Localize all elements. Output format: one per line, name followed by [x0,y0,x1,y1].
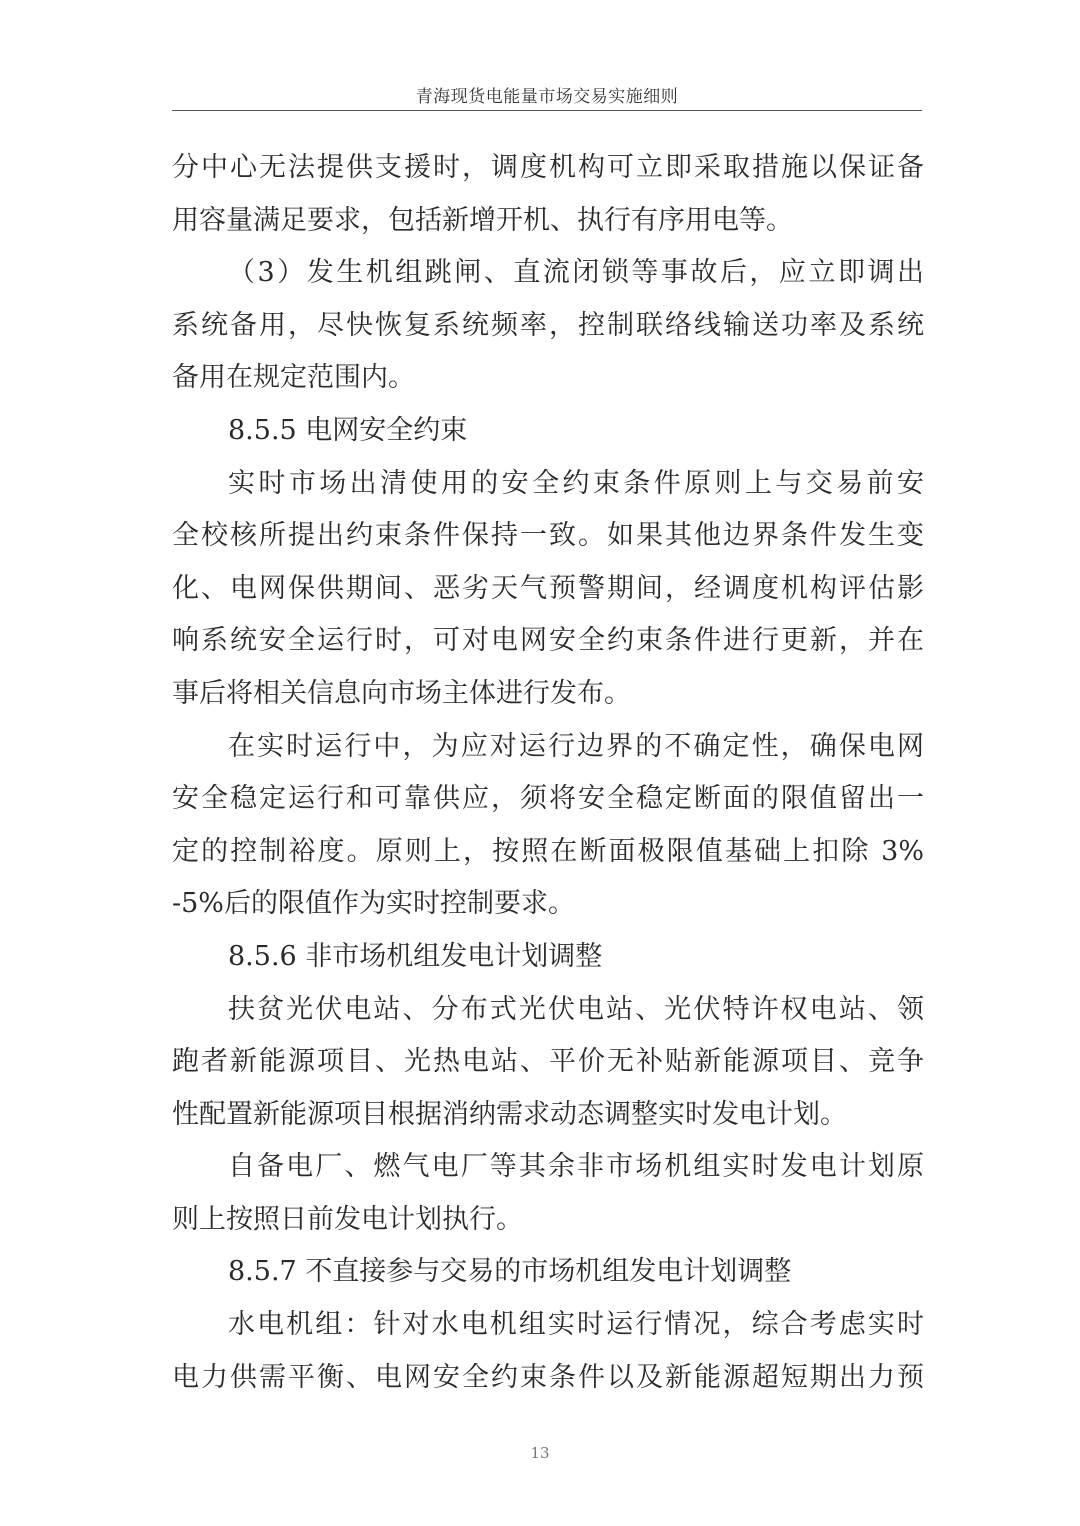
text-line: 化、电网保供期间、恶劣天气预警期间，经调度机构评估影 [172,572,924,604]
text-line: 实时市场出清使用的安全约束条件原则上与交易前安 [228,467,924,499]
text-line: 8.5.7 不直接参与交易的市场机组发电计划调整 [228,1256,792,1288]
text-line: 系统备用，尽快恢复系统频率，控制联络线输送功率及系统 [172,309,924,341]
text-line: 响系统安全运行时，可对电网安全约束条件进行更新，并在 [172,625,924,657]
header-rule [172,110,922,111]
text-line: 电力供需平衡、电网安全约束条件以及新能源超短期出力预 [172,1361,924,1393]
running-header-title: 青海现货电能量市场交易实施细则 [415,87,679,107]
text-line: （3）发生机组跳闸、直流闭锁等事故后，应立即调出 [228,257,924,289]
text-line: 自备电厂、燃气电厂等其余非市场机组实时发电计划原 [228,1151,924,1183]
text-line: 全校核所提出约束条件保持一致。如果其他边界条件发生变 [172,520,924,552]
document-body [172,142,924,1404]
text-line: 分中心无法提供支援时，调度机构可立即采取措施以保证备 [172,152,924,183]
text-line: 事后将相关信息向市场主体进行发布。 [172,677,631,709]
text-line: 定的控制裕度。原则上，按照在断面极限值基础上扣除 3% [172,835,924,867]
page-number: 13 [530,1444,550,1462]
text-line: 扶贫光伏电站、分布式光伏电站、光伏特许权电站、领 [228,993,924,1025]
text-line: 用容量满足要求，包括新增开机、执行有序用电等。 [172,204,793,236]
text-line: 备用在规定范围内。 [172,362,415,394]
text-line: 8.5.6 非市场机组发电计划调整 [228,940,603,972]
text-line: 水电机组：针对水电机组实时运行情况，综合考虑实时 [228,1309,924,1341]
text-line: 性配置新能源项目根据消纳需求动态调整实时发电计划。 [172,1098,847,1130]
text-line: -5%后的限值作为实时控制要求。 [172,888,575,920]
text-line: 8.5.5 电网安全约束 [228,414,468,446]
text-line: 安全稳定运行和可靠供应，须将安全稳定断面的限值留出一 [172,783,924,815]
text-line: 跑者新能源项目、光热电站、平价无补贴新能源项目、竞争 [172,1046,924,1078]
text-line: 在实时运行中，为应对运行边界的不确定性，确保电网 [228,730,924,762]
text-line: 则上按照日前发电计划执行。 [172,1203,523,1235]
